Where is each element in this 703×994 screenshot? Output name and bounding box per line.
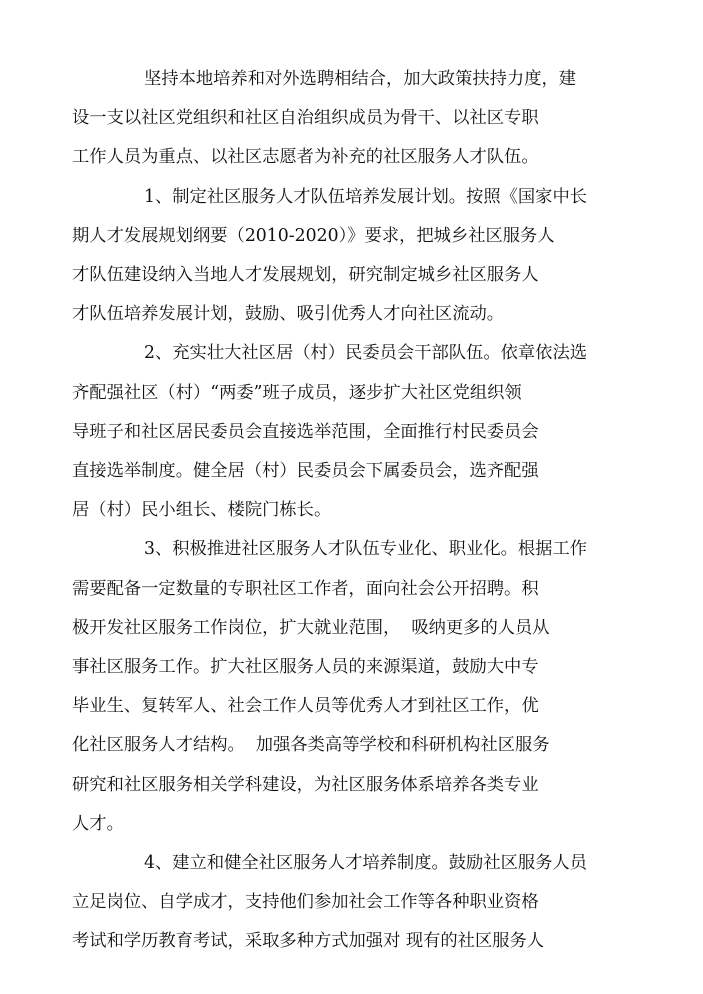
text-line: 4、建立和健全社区服务人才培养制度。鼓励社区服务人员 [144, 853, 588, 874]
text-line: 事社区服务工作。扩大社区服务人员的来源渠道，鼓励大中专 [72, 657, 539, 678]
text-line: 立足岗位、自学成才，支持他们参加社会工作等各种职业资格 [72, 892, 539, 913]
document-body [72, 60, 598, 962]
text-line: 1、制定社区服务人才队伍培养发展计划。按照《国家中长 [144, 186, 588, 207]
text-line: 坚持本地培养和对外选聘相结合，加大政策扶持力度，建 [144, 69, 577, 89]
text-line: 研究和社区服务相关学科建设，为社区服务体系培养各类专业 [72, 774, 539, 795]
text-line: 3、积极推进社区服务人才队伍专业化、职业化。根据工作 [144, 539, 588, 560]
text-line: 人才。 [72, 813, 124, 834]
paragraph-intro [72, 60, 598, 178]
text-line: 居（村）民小组长、楼院门栋长。 [72, 500, 332, 521]
paragraph-item-4 [72, 844, 598, 962]
text-line: 需要配备一定数量的专职社区工作者，面向社会公开招聘。积 [72, 578, 539, 599]
text-line: 才队伍培养发展计划，鼓励、吸引优秀人才向社区流动。 [72, 304, 505, 325]
text-line: 设一支以社区党组织和社区自治组织成员为骨干、以社区专职 [72, 108, 539, 129]
text-line: 毕业生、复转军人、社会工作人员等优秀人才到社区工作，优 [72, 696, 539, 717]
paragraph-item-2 [72, 334, 598, 530]
text-line: 考试和学历教育考试，采取多种方式加强对 现有的社区服务人 [72, 931, 545, 952]
text-line: 极开发社区服务工作岗位，扩大就业范围， 吸纳更多的人员从 [72, 617, 550, 638]
text-line: 化社区服务人才结构。 加强各类高等学校和科研机构社区服务 [72, 735, 550, 756]
text-line: 工作人员为重点、以社区志愿者为补充的社区服务人才队伍。 [72, 147, 539, 168]
text-line: 期人才发展规划纲要（2010-2020）》要求，把城乡社区服务人 [72, 225, 555, 246]
text-line: 2、充实壮大社区居（村）民委员会干部队伍。依章依法选 [144, 343, 588, 364]
text-line: 直接选举制度。健全居（村）民委员会下属委员会，选齐配强 [72, 461, 539, 482]
paragraph-item-3 [72, 530, 598, 844]
text-line: 导班子和社区居民委员会直接选举范围，全面推行村民委员会 [72, 421, 539, 442]
text-line: 齐配强社区（村）“两委”班子成员，逐步扩大社区党组织领 [72, 382, 522, 403]
paragraph-item-1 [72, 178, 598, 335]
text-line: 才队伍建设纳入当地人才发展规划，研究制定城乡社区服务人 [72, 265, 539, 286]
